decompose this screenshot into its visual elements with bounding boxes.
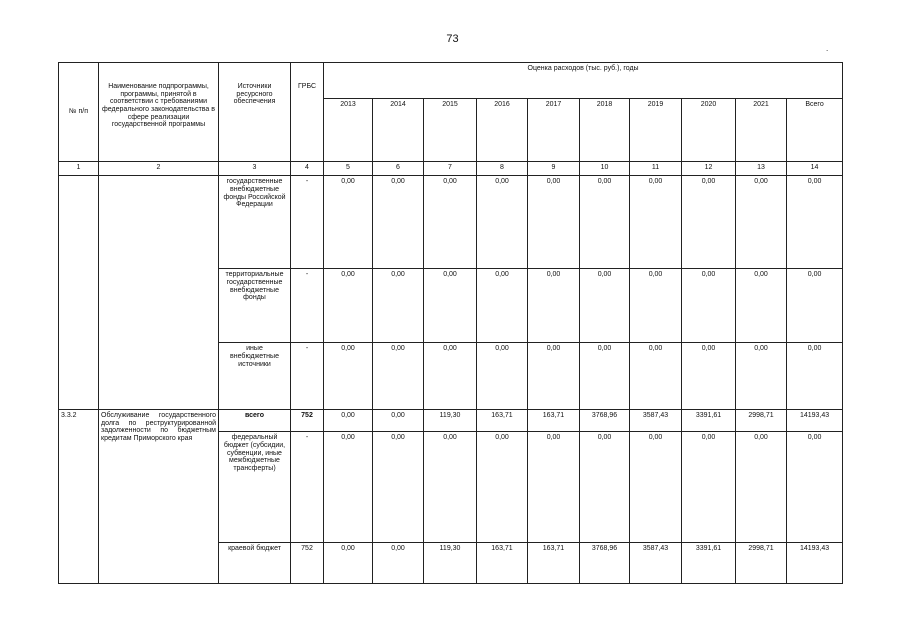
value-cell: 0,00: [324, 176, 373, 269]
value-cell: 3768,96: [580, 543, 630, 584]
value-cell: 0,00: [580, 176, 630, 269]
colnum-cell: 13: [736, 162, 787, 176]
value-cell-total: 0,00: [787, 176, 843, 269]
value-cell: 0,00: [424, 343, 477, 410]
row-grbs: -: [291, 269, 324, 343]
value-cell: 3391,61: [682, 543, 736, 584]
colnum-cell: 1: [59, 162, 99, 176]
expense-table: [58, 62, 843, 584]
value-cell: 0,00: [528, 432, 580, 543]
row-source: краевой бюджет: [219, 543, 291, 584]
table-row: [59, 409, 843, 431]
value-cell: 0,00: [477, 269, 528, 343]
colnum-cell: 6: [373, 162, 424, 176]
value-cell: 0,00: [580, 343, 630, 410]
value-cell-total: 0,00: [787, 432, 843, 543]
value-cell: 0,00: [630, 343, 682, 410]
header-expenses: Оценка расходов (тыс. руб.), годы: [324, 63, 843, 99]
row-grbs: -: [291, 432, 324, 543]
value-cell: 0,00: [736, 432, 787, 543]
value-cell: 119,30: [424, 543, 477, 584]
value-cell: 0,00: [324, 432, 373, 543]
page-number: 73: [446, 33, 459, 45]
value-cell: 0,00: [528, 343, 580, 410]
year-cell: 2015: [424, 99, 477, 162]
row-source: иные внебюджетные источники: [219, 343, 291, 410]
row-grbs: 752: [291, 409, 324, 431]
value-cell: 0,00: [424, 432, 477, 543]
row-grbs: 752: [291, 543, 324, 584]
value-cell-total: 0,00: [787, 269, 843, 343]
header-name: Наименование подпрограммы, программы, принятой в соответствии с требованиями федерального законодательства в сфере реализации государственной программы: [99, 63, 219, 162]
value-cell: 0,00: [528, 176, 580, 269]
colnum-cell: 8: [477, 162, 528, 176]
value-cell: 0,00: [736, 176, 787, 269]
value-cell: 163,71: [477, 543, 528, 584]
value-cell: 0,00: [477, 432, 528, 543]
value-cell: 0,00: [630, 176, 682, 269]
value-cell: 163,71: [528, 543, 580, 584]
row-num: 3.3.2: [59, 409, 99, 583]
row-source: всего: [219, 409, 291, 431]
value-cell: 0,00: [682, 176, 736, 269]
colnum-cell: 5: [324, 162, 373, 176]
value-cell: 0,00: [324, 343, 373, 410]
value-cell: 0,00: [373, 176, 424, 269]
value-cell: 0,00: [580, 269, 630, 343]
row-source: территориальные государственные внебюджетные фонды: [219, 269, 291, 343]
row-source: федеральный бюджет (субсидии, субвенции, иные межбюджетные трансферты): [219, 432, 291, 543]
value-cell: 0,00: [324, 269, 373, 343]
value-cell: 0,00: [373, 543, 424, 584]
value-cell: 0,00: [736, 269, 787, 343]
value-cell: 163,71: [477, 409, 528, 431]
year-cell: 2020: [682, 99, 736, 162]
colnum-cell: 2: [99, 162, 219, 176]
value-cell-total: 14193,43: [787, 543, 843, 584]
year-cell: 2013: [324, 99, 373, 162]
value-cell: 0,00: [630, 269, 682, 343]
row-grbs: -: [291, 176, 324, 269]
value-cell: 0,00: [682, 269, 736, 343]
row-name: [99, 176, 219, 410]
year-cell: 2021: [736, 99, 787, 162]
header-grbs: ГРБС: [291, 63, 324, 162]
value-cell: 0,00: [373, 343, 424, 410]
colnum-cell: 3: [219, 162, 291, 176]
value-cell: 119,30: [424, 409, 477, 431]
year-cell: 2018: [580, 99, 630, 162]
value-cell: 0,00: [630, 432, 682, 543]
value-cell: 3587,43: [630, 409, 682, 431]
value-cell: 3391,61: [682, 409, 736, 431]
year-cell: 2014: [373, 99, 424, 162]
value-cell-total: 14193,43: [787, 409, 843, 431]
value-cell: 0,00: [324, 543, 373, 584]
value-cell: 0,00: [682, 343, 736, 410]
year-cell: 2017: [528, 99, 580, 162]
colnum-cell: 14: [787, 162, 843, 176]
colnum-cell: 12: [682, 162, 736, 176]
value-cell: 2998,71: [736, 543, 787, 584]
header-row: [59, 63, 843, 99]
value-cell: 0,00: [682, 432, 736, 543]
value-cell: 0,00: [477, 343, 528, 410]
row-source: государственные внебюджетные фонды Российской Федерации: [219, 176, 291, 269]
page-mark: .: [826, 44, 829, 53]
colnum-cell: 11: [630, 162, 682, 176]
value-cell: 2998,71: [736, 409, 787, 431]
row-num: [59, 176, 99, 410]
year-cell: 2016: [477, 99, 528, 162]
value-cell-total: 0,00: [787, 343, 843, 410]
year-cell-total: Всего: [787, 99, 843, 162]
row-name: Обслуживание государственного долга по реструктурированной задолженности по бюджетным кредитам Приморского края: [99, 409, 219, 583]
colnum-cell: 9: [528, 162, 580, 176]
value-cell: 3768,96: [580, 409, 630, 431]
value-cell: 0,00: [373, 409, 424, 431]
value-cell: 163,71: [528, 409, 580, 431]
value-cell: 0,00: [424, 176, 477, 269]
value-cell: 0,00: [477, 176, 528, 269]
value-cell: 0,00: [324, 409, 373, 431]
value-cell: 0,00: [580, 432, 630, 543]
value-cell: 0,00: [373, 432, 424, 543]
value-cell: 0,00: [373, 269, 424, 343]
year-cell: 2019: [630, 99, 682, 162]
column-number-row: [59, 162, 843, 176]
colnum-cell: 4: [291, 162, 324, 176]
value-cell: 3587,43: [630, 543, 682, 584]
value-cell: 0,00: [736, 343, 787, 410]
table-row: [59, 176, 843, 269]
row-grbs: -: [291, 343, 324, 410]
value-cell: 0,00: [528, 269, 580, 343]
colnum-cell: 7: [424, 162, 477, 176]
value-cell: 0,00: [424, 269, 477, 343]
colnum-cell: 10: [580, 162, 630, 176]
header-source: Источники ресурсного обеспечения: [219, 63, 291, 162]
header-num: № п/п: [59, 63, 99, 162]
